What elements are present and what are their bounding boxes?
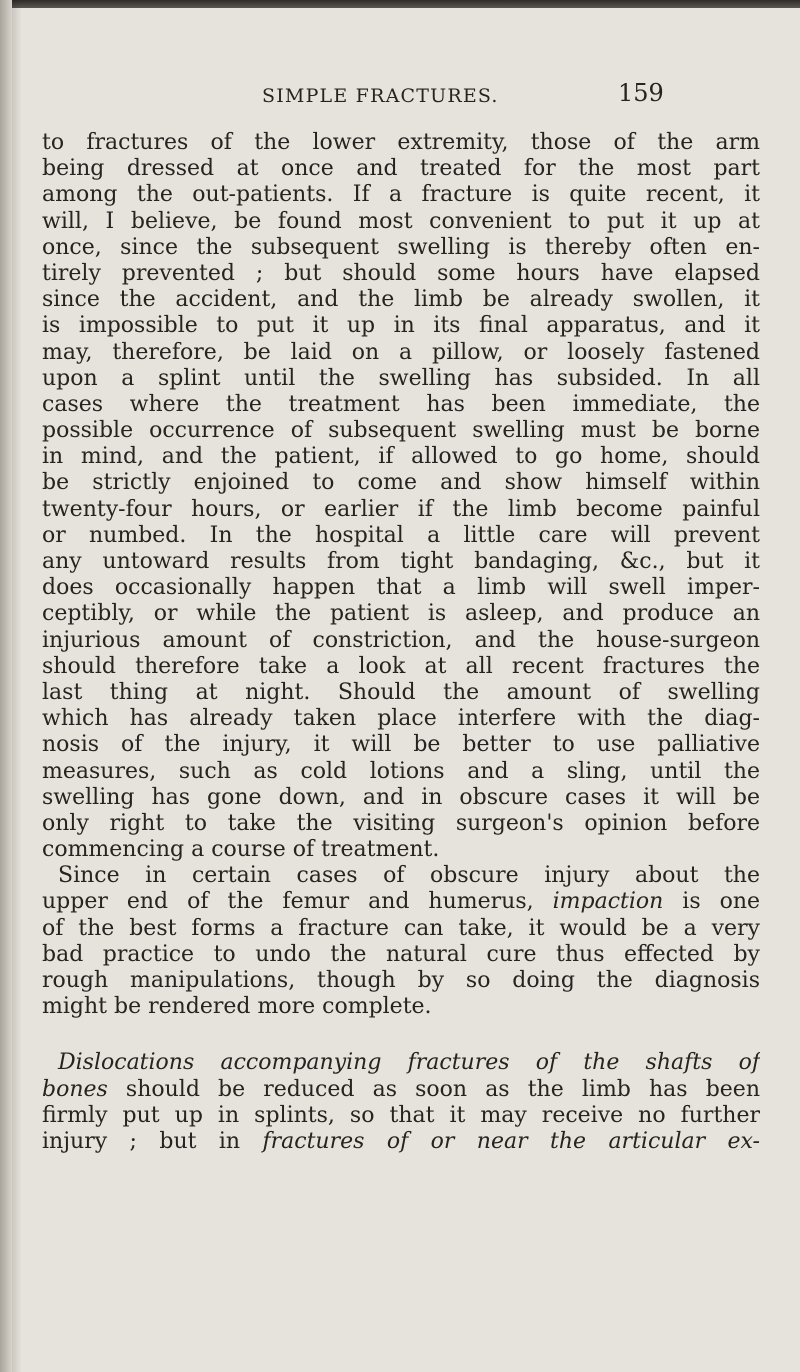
body-text: [42, 130, 760, 1155]
text-line: last thing at night. Should the amount of swelling: [42, 679, 760, 705]
page-top-edge: [0, 0, 800, 8]
text-line: [42, 889, 760, 915]
text-line: may, therefore, be laid on a pillow, or loosely fastened: [42, 339, 760, 365]
text-span: should be reduced as soon as the limb has been: [107, 1076, 760, 1102]
italic-term: fractures of or near the articular ex-: [262, 1128, 760, 1154]
text-line: to fractures of the lower extremity, those of the arm: [42, 130, 760, 155]
text-line: upon a splint until the swelling has subsided. In all: [42, 365, 760, 391]
text-line: Since in certain cases of obscure injury about the: [58, 863, 760, 889]
italic-heading: Dislocations accompanying fractures of the shafts of: [58, 1050, 760, 1076]
text-line: commencing a course of treatment.: [42, 837, 440, 863]
text-line: or numbed. In the hospital a little care will prevent: [42, 522, 760, 548]
binding-gutter: [0, 0, 12, 1372]
text-line: since the accident, and the limb be already swollen, it: [42, 287, 760, 313]
text-line: [42, 1050, 760, 1076]
text-line: be strictly enjoined to come and show himself within: [42, 470, 760, 496]
text-line: will, I believe, be found most convenient to put it up at: [42, 208, 760, 234]
text-line: twenty-four hours, or earlier if the limb become painful: [42, 496, 760, 522]
text-line: any untoward results from tight bandaging, &c., but it: [42, 549, 760, 574]
text-line: cases where the treatment has been immediate, the: [42, 391, 760, 417]
text-line: which has already taken place interfere with the diag-: [42, 706, 760, 732]
text-line: tirely prevented ; but should some hours have elapsed: [42, 260, 760, 286]
text-line: in mind, and the patient, if allowed to go home, should: [42, 444, 760, 470]
text-line: firmly put up in splints, so that it may receive no further: [42, 1102, 760, 1128]
text-line: might be rendered more complete.: [42, 994, 432, 1020]
text-line: once, since the subsequent swelling is thereby often en-: [42, 234, 760, 260]
text-line: being dressed at once and treated for the most part: [42, 156, 760, 182]
text-line: [42, 1077, 760, 1103]
text-line: rough manipulations, though by so doing the diagnosis: [42, 968, 760, 993]
text-line: nosis of the injury, it will be better to use palliative: [42, 732, 760, 758]
running-head: SIMPLE FRACTURES.: [262, 85, 499, 107]
text-span: injury ; but in: [42, 1128, 263, 1154]
text-line: should therefore take a look at all recent fractures the: [42, 653, 760, 679]
text-line: swelling has gone down, and in obscure cases it will be: [42, 784, 760, 810]
paragraph-1: [42, 130, 760, 863]
gutter-shadow: [12, 0, 22, 1372]
text-line: of the best forms a fracture can take, it would be a very: [42, 915, 760, 941]
text-line: only right to take the visiting surgeon's opinion before: [42, 810, 760, 836]
text-line: bad practice to undo the natural cure thus effected by: [42, 941, 760, 967]
text-line: among the out-patients. If a fracture is quite recent, it: [42, 182, 760, 208]
paragraph-gap: [42, 1020, 760, 1050]
text-line: does occasionally happen that a limb will swell imper-: [42, 575, 760, 601]
italic-term: impaction: [552, 889, 664, 915]
text-line: measures, such as cold lotions and a sling, until the: [42, 758, 760, 784]
paragraph-3: [42, 1050, 760, 1155]
text-line: ceptibly, or while the patient is asleep, and produce an: [42, 601, 760, 627]
text-span: is one: [663, 889, 760, 915]
text-line: injurious amount of constriction, and the house-surgeon: [42, 627, 760, 653]
page-number: 159: [618, 79, 664, 107]
text-line: is impossible to put it up in its final apparatus, and it: [42, 313, 760, 339]
paragraph-2: [42, 863, 760, 1020]
text-line: [42, 1129, 760, 1155]
text-line: possible occurrence of subsequent swelling must be borne: [42, 418, 760, 444]
text-span: upper end of the femur and humerus,: [42, 889, 553, 915]
italic-term: bones: [42, 1076, 108, 1102]
